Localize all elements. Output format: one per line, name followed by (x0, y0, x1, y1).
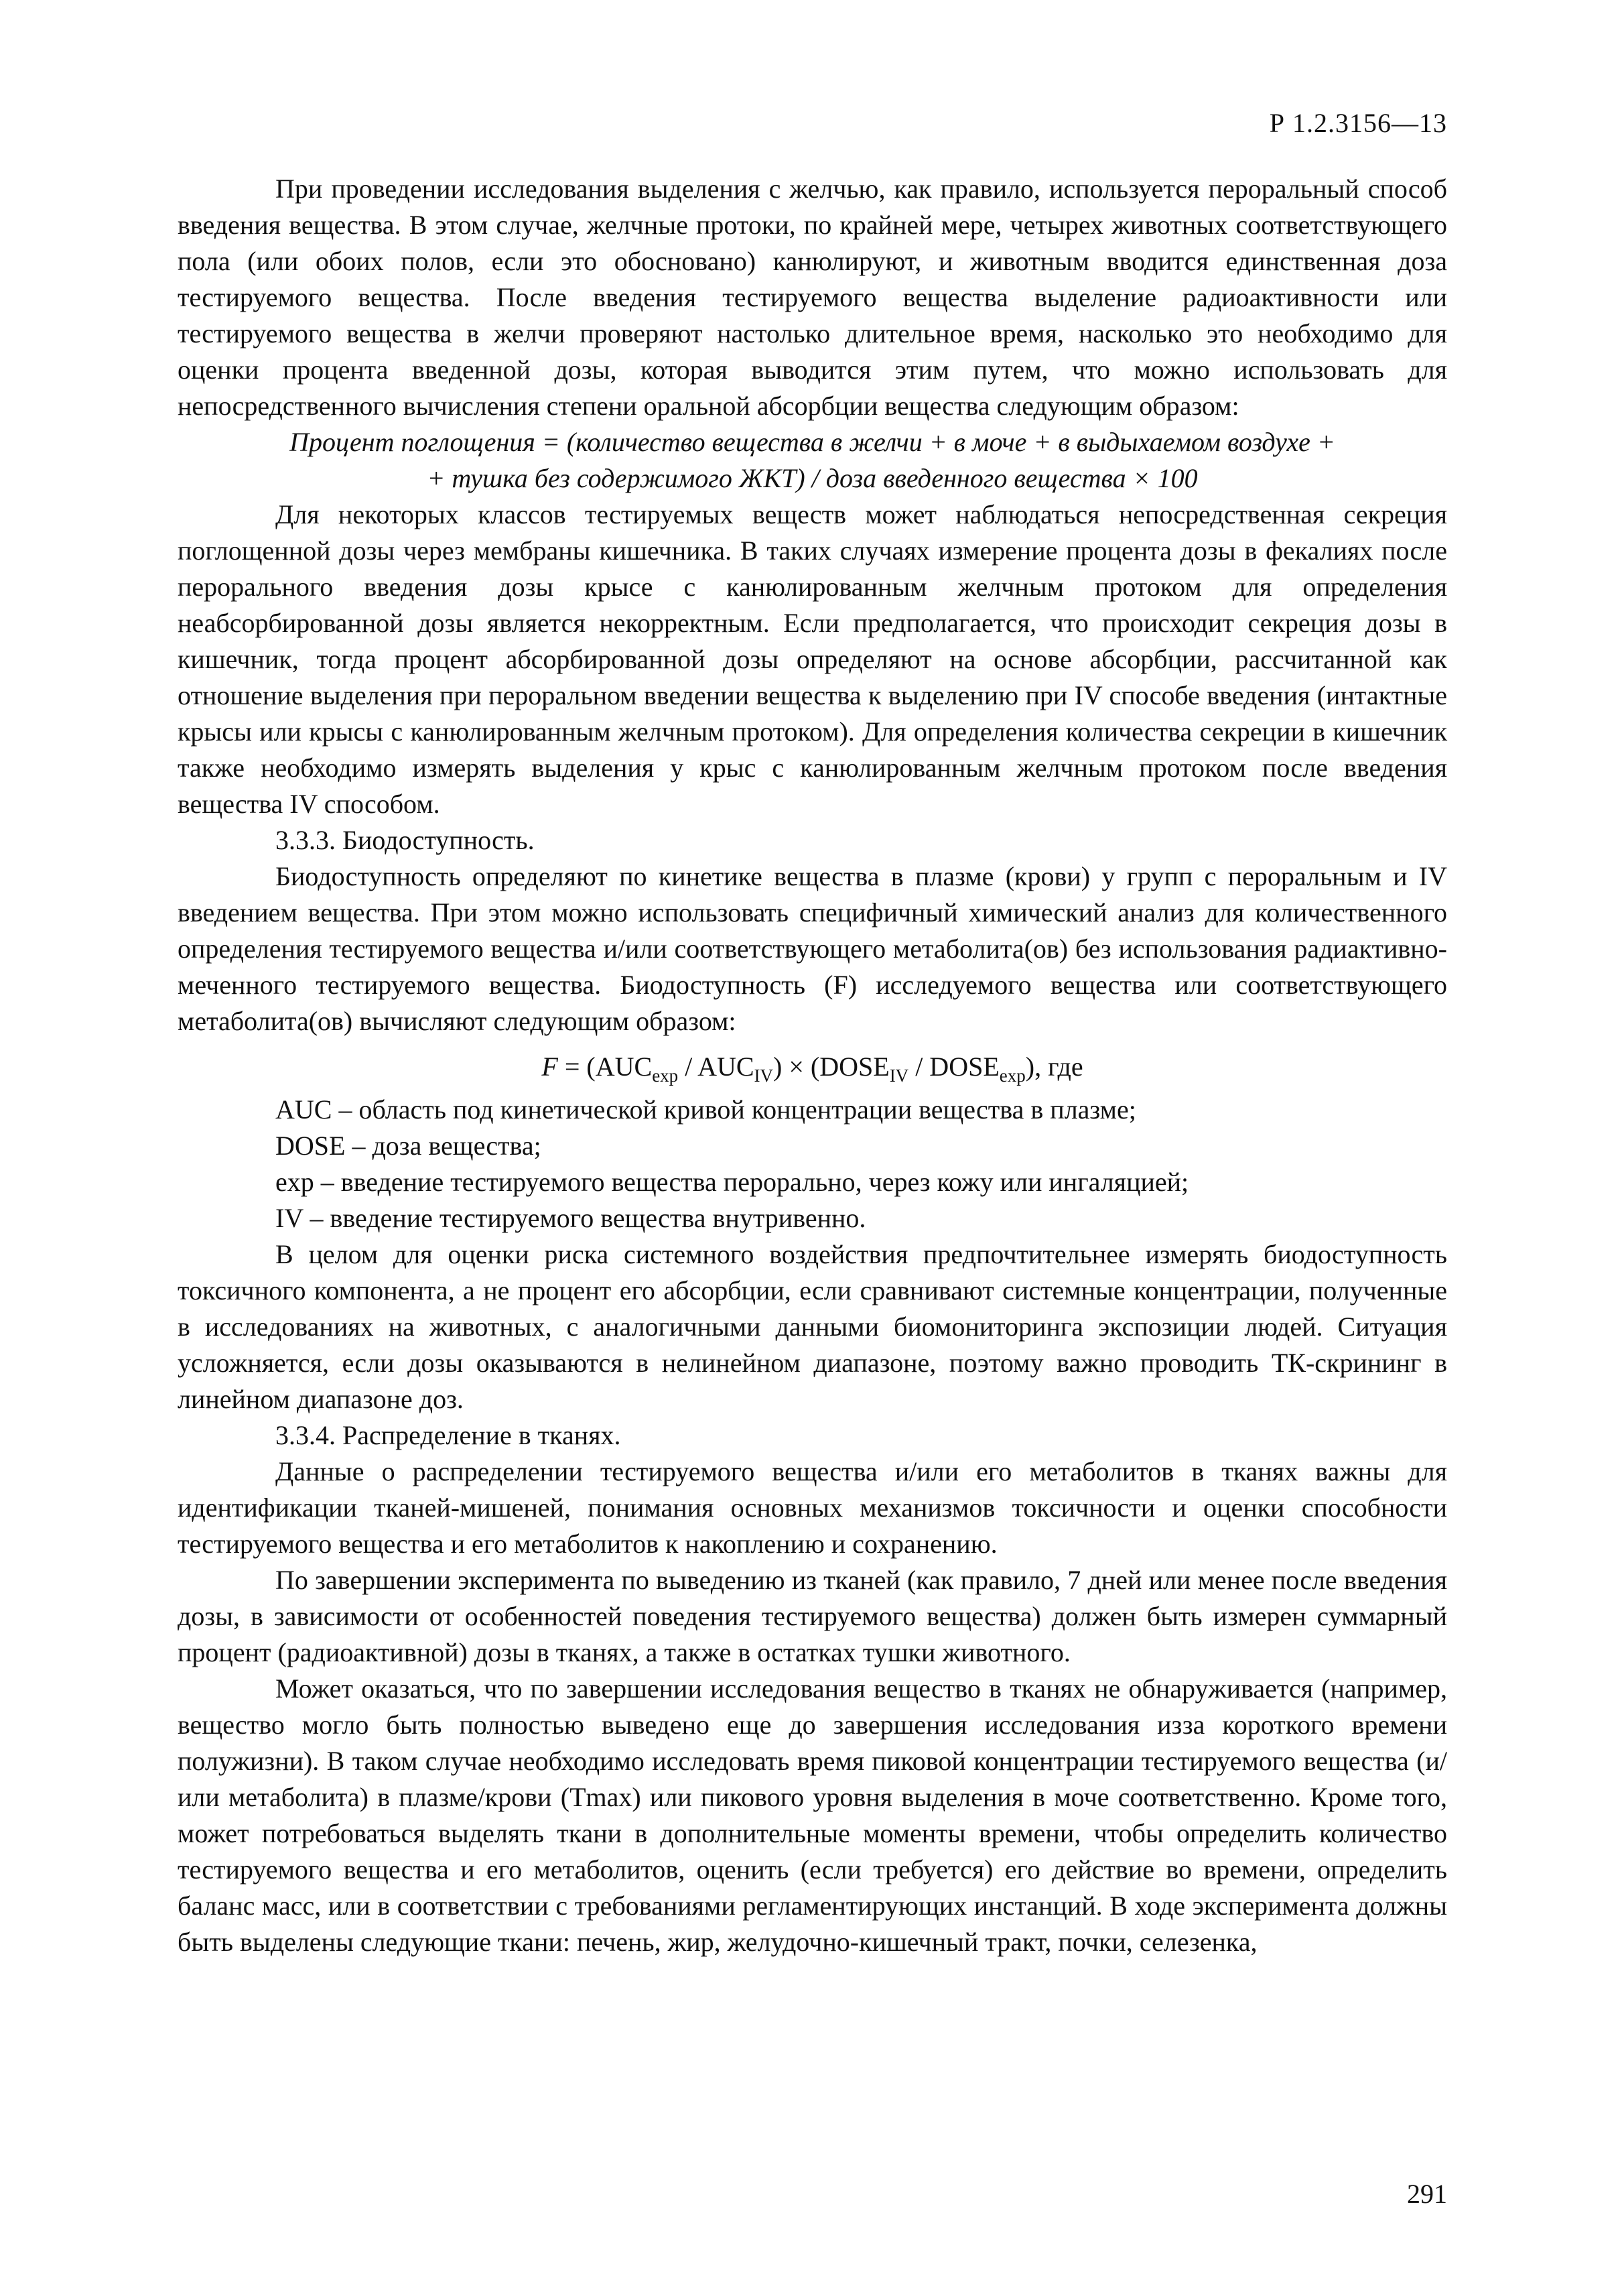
formula-f: F (541, 1051, 558, 1082)
section-heading-3-3-4: 3.3.4. Распределение в тканях. (275, 1420, 621, 1450)
formula-part: ) × (DOSE (773, 1051, 890, 1082)
formula-sub: exp (652, 1066, 679, 1086)
formula-bioavailability (178, 1049, 1447, 1085)
paragraph: Биодоступность определяют по кинетике вещества в плазме (крови) у групп с пероральным и IV введением вещества. При этом можно использовать специфичный химический анализ для количественного определения тестируемого вещества и/или соответствующего метаболита(ов) без использования радиактивно-меченного тестируемого вещества. Биодоступность (F) исследуемого вещества или соответствующего метаболита(ов) вычисляют следующим образом: (178, 861, 1447, 1036)
paragraph: Может оказаться, что по завершении исследования вещество в тканях не обнаруживается (например, вещество могло быть полностью выведено еще до завершения исследования изза короткого времени полужизни). В таком случае необходимо исследовать время пиковой концентрации тестируемого вещества (и/или метаболита) в плазме/крови (Tmax) или пикового уровня выделения в моче соответственно. Кроме того, может потребоваться выделять ткани в дополнительные моменты времени, чтобы определить количество тестируемого вещества и его метаболитов, оценить (если требуется) его действие во времени, определить баланс масс, или в соответствии с требованиями регламентирующих инстанций. В ходе эксперимента должны быть выделены следующие ткани: печень, жир, желудочно-кишечный тракт, почки, селезенка, (178, 1673, 1447, 1957)
body-text (178, 171, 1447, 1960)
formula-absorption-line1: Процент поглощения = (количество вещества в желчи + в моче + в выдыхаемом воздухе + (289, 427, 1335, 457)
paragraph: При проведении исследования выделения с желчью, как правило, используется пероральный способ введения вещества. В этом случае, желчные протоки, по крайней мере, четырех животных соответствующего пола (или обоих полов, если это обосновано) канюлируют, и животным вводится единственная доза тестируемого вещества. После введения тестируемого вещества выделение радиоактивности или тестируемого вещества в желчи проверяют настолько длительное время, насколько это необходимо для оценки процента введенной дозы, которая выводится этим путем, что можно использовать для непосредственного вычисления степени оральной абсорбции вещества следующим образом: (178, 174, 1447, 421)
paragraph: В целом для оценки риска системного воздействия предпочтительнее измерять биодоступность токсичного компонента, а не процент его абсорбции, если сравнивают системные концентрации, полученные в исследованиях на животных, с аналогичными данными биомониторинга экспозиции людей. Ситуация усложняется, если дозы оказываются в нелинейном диапазоне, поэтому важно проводить ТК-скрининг в линейном диапазоне доз. (178, 1239, 1447, 1414)
definition-iv: IV – введение тестируемого вещества внутривенно. (275, 1203, 866, 1233)
paragraph: Данные о распределении тестируемого вещества и/или его метаболитов в тканях важны для идентификации тканей-мишеней, понимания основных механизмов токсичности и оценки способности тестируемого вещества и его метаболитов к накоплению и сохранению. (178, 1456, 1447, 1559)
formula-part: = (AUC (557, 1051, 653, 1082)
formula-sub: IV (889, 1066, 909, 1086)
formula-part: / AUC (678, 1051, 754, 1082)
paragraph: По завершении эксперимента по выведению из тканей (как правило, 7 дней или менее после введения дозы, в зависимости от особенностей поведения тестируемого вещества) должен быть измерен суммарный процент (радиоактивной) дозы в тканях, а также в остатках тушки животного. (178, 1565, 1447, 1667)
formula-part: / DOSE (908, 1051, 1000, 1082)
paragraph: Для некоторых классов тестируемых веществ может наблюдаться непосредственная секреция поглощенной дозы через мембраны кишечника. В таких случаях измерение процента дозы в фекалиях после перорального введения дозы крысе с канюлированным желчным протоком для определения неабсорбированной дозы является некорректным. Если предполагается, что происходит секреция дозы в кишечник, тогда процент абсорбированной дозы определяют на основе абсорбции, рассчитанной как отношение выделения при пероральном введении вещества к выделению при IV способе введения (интактные крысы или крысы с канюлированным желчным протоком). Для определения количества секреции в кишечник также необходимо измерять выделения у крыс с канюлированным желчным протоком после введения вещества IV способом. (178, 499, 1447, 819)
document-code: Р 1.2.3156—13 (1269, 108, 1447, 138)
formula-sub: IV (754, 1066, 774, 1086)
formula-sub: exp (999, 1066, 1026, 1086)
definition-exp: exp – введение тестируемого вещества перорально, через кожу или ингаляцией; (275, 1167, 1189, 1197)
formula-absorption-line2: + тушка без содержимого ЖКТ) / доза введенного вещества × 100 (427, 463, 1198, 493)
page-number: 291 (1407, 2179, 1447, 2209)
definition-auc: AUC – область под кинетической кривой концентрации вещества в плазме; (275, 1094, 1136, 1125)
section-heading-3-3-3: 3.3.3. Биодоступность. (275, 825, 535, 855)
formula-part: ), где (1025, 1051, 1083, 1082)
definition-dose: DOSE – доза вещества; (275, 1131, 541, 1161)
